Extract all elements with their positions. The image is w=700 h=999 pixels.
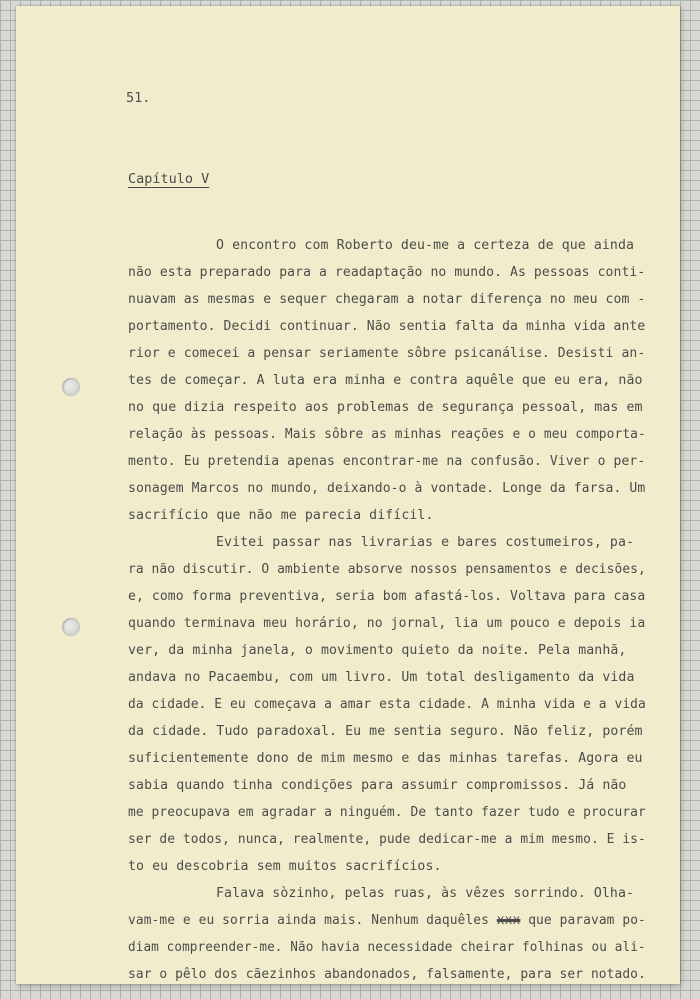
- text-line: to eu descobria sem muitos sacrifícios.: [128, 859, 442, 874]
- text-line: rior e comecei a pensar seriamente sôbre psicanálise. Desisti an-: [128, 346, 646, 361]
- text-line: e, como forma preventiva, seria bom afastá-los. Voltava para casa: [128, 589, 646, 604]
- text-line: sacrifício que não me parecia difícil.: [128, 508, 434, 523]
- text-line: ser de todos, nunca, realmente, pude dedicar-me a mim mesmo. E is-: [128, 832, 646, 847]
- text-line: da cidade. Tudo paradoxal. Eu me sentia seguro. Não feliz, porém: [128, 724, 643, 739]
- text-line: nuavam as mesmas e sequer chegaram a notar diferença no meu com -: [128, 292, 646, 307]
- text-line: tes de começar. A luta era minha e contra aquêle que eu era, não: [128, 373, 643, 388]
- text-line: diam compreender-me. Não havia necessidade cheirar folhinas ou ali-: [128, 940, 646, 955]
- text-line: me preocupava em agradar a ninguém. De tanto fazer tudo e procurar: [128, 805, 646, 820]
- page-number: 51.: [126, 90, 151, 106]
- chapter-title: Capítulo V: [128, 171, 210, 187]
- text-line: Falava sòzinho, pelas ruas, às vêzes sorrindo. Olha-: [216, 886, 635, 901]
- text-line: O encontro com Roberto deu-me a certeza de que ainda: [216, 238, 635, 253]
- text-line: sonagem Marcos no mundo, deixando-o à vontade. Longe da farsa. Um: [128, 481, 646, 496]
- text-line: sabia quando tinha condições para assumir compromissos. Já não: [128, 778, 627, 793]
- text-line: quando terminava meu horário, no jornal, lia um pouco e depois ia: [128, 616, 646, 631]
- text-line: suficientemente dono de mim mesmo e das minhas tarefas. Agora eu: [128, 751, 643, 766]
- text-segment: que paravam po-: [528, 913, 646, 928]
- punch-hole-top: [62, 378, 80, 396]
- text-line: sar o pêlo dos cãezinhos abandonados, falsamente, para ser notado.: [128, 967, 646, 982]
- text-line: não esta preparado para a readaptação no mundo. As pessoas conti-: [128, 265, 646, 280]
- text-line: ra não discutir. O ambiente absorve nossos pensamentos e decisões,: [128, 562, 646, 577]
- typewritten-page: [16, 6, 680, 984]
- punch-hole-bottom: [62, 618, 80, 636]
- text-line: portamento. Decidi continuar. Não sentia falta da minha vida ante: [128, 319, 646, 334]
- text-line: da cidade. E eu começava a amar esta cidade. A minha vida e a vida: [128, 697, 646, 712]
- text-line: relação às pessoas. Mais sôbre as minhas reações e o meu comporta-: [128, 427, 646, 442]
- text-line: no que dizia respeito aos problemas de segurança pessoal, mas em: [128, 400, 643, 415]
- text-line: andava no Pacaembu, com um livro. Um total desligamento da vida: [128, 670, 635, 685]
- text-segment: vam-me e eu sorria ainda mais. Nenhum daquêles: [128, 913, 489, 928]
- text-line: ver, da minha janela, o movimento quieto da noite. Pela manhã,: [128, 643, 627, 658]
- struck-out-text: xxx: [496, 913, 521, 928]
- text-line: Evitei passar nas livrarias e bares costumeiros, pa-: [216, 535, 635, 550]
- text-line: [128, 913, 646, 928]
- text-line: mento. Eu pretendia apenas encontrar-me na confusão. Viver o per-: [128, 454, 646, 469]
